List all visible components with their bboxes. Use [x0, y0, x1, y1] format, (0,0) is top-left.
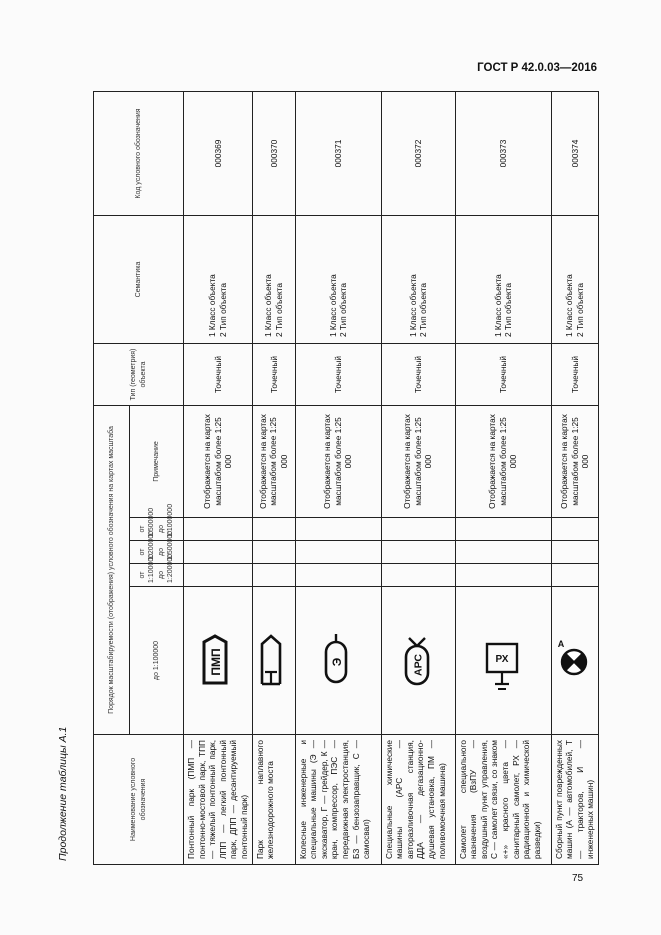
header-semantics: Семантика: [94, 215, 184, 343]
standard-code: ГОСТ Р 42.0.03—2016: [477, 62, 597, 74]
cell-scale-2: [551, 564, 598, 587]
row-semantics: [295, 215, 381, 343]
collection-point-label: А: [558, 639, 565, 650]
semantics-line-1: 1 Класс объекта: [327, 274, 338, 337]
header-scale-2: от 1:100000 до 1:200000: [130, 564, 184, 587]
row-note: Отображается на картах масштабом более 1:25 000: [184, 405, 253, 517]
semantics-line-2: 2 Тип объекта: [273, 282, 284, 337]
header-scale-3: от 1:200000 до 1:500000: [130, 541, 184, 564]
cell-scale-2: [295, 564, 381, 587]
row-note: Отображается на картах масштабом более 1:25 000: [381, 405, 455, 517]
row-name: Специальные химические машины (АРС — авторазливочная станция, ДДА — дегазационно-душевая установка, ПМ — поливомоечная машина): [381, 735, 455, 865]
table-row: [551, 91, 598, 864]
row-note: Отображается на картах масштабом более 1:25 000: [455, 405, 551, 517]
special-aircraft-icon: [473, 629, 529, 693]
row-code: 000371: [295, 91, 381, 215]
row-semantics: [551, 215, 598, 343]
special-aircraft-label: РХ: [495, 654, 509, 666]
chemical-vehicle-label: АРС: [412, 654, 425, 677]
row-note: Отображается на картах масштабом более 1:25 000: [551, 405, 598, 517]
cell-scale-3: [252, 541, 295, 564]
cell-scale-3: [295, 541, 381, 564]
row-geometry: Точечный: [295, 343, 381, 405]
table-caption: Продолжение таблицы А.1: [57, 726, 69, 861]
cell-scale-2: [381, 564, 455, 587]
row-name: Самолет специального назначения (ВзПУ — воздушный пункт управления, С — самолет связи, со знаком «+» красного цвета — санитарный самолет, РХ — радиационной и химической разведки): [455, 735, 551, 865]
row-geometry: Точечный: [455, 343, 551, 405]
table-row: [252, 91, 295, 864]
cell-scale-4: [455, 518, 551, 541]
header-name: Наименование условного обозначения: [94, 735, 184, 865]
row-semantics: [252, 215, 295, 343]
row-symbol: [381, 587, 455, 735]
row-geometry: Точечный: [184, 343, 253, 405]
cell-scale-3: [455, 541, 551, 564]
semantics-line-1: 1 Класс объекта: [407, 274, 418, 337]
cell-scale-2: [455, 564, 551, 587]
header-code: Код условного обозначения: [94, 91, 184, 215]
semantics-line-2: 2 Тип объекта: [418, 282, 429, 337]
header-scale-group: Порядок масштабируемости (отображения) условного обозначения на картах масштаба: [94, 405, 130, 734]
cell-scale-3: [551, 541, 598, 564]
cell-scale-4: [381, 518, 455, 541]
row-symbol: [455, 587, 551, 735]
row-code: 000374: [551, 91, 598, 215]
row-note: Отображается на картах масштабом более 1:25 000: [295, 405, 381, 517]
header-geometry: Тип (геометрия) объекта: [94, 343, 184, 405]
semantics-line-2: 2 Тип объекта: [217, 282, 228, 337]
symbols-table: [93, 91, 599, 865]
row-semantics: [381, 215, 455, 343]
railway-pontoon-bridge-icon: [253, 633, 289, 689]
semantics-line-1: 1 Класс объекта: [492, 274, 503, 337]
row-geometry: Точечный: [252, 343, 295, 405]
wheeled-engineering-vehicle-icon: [316, 633, 356, 689]
semantics-line-2: 2 Тип объекта: [338, 282, 349, 337]
row-name: Сборный пункт поврежденных машин (А — автомобилей, Т — тракторов, И — инженерных машин): [551, 735, 598, 865]
damaged-vehicles-collection-point-icon: [554, 631, 590, 691]
row-code: 000370: [252, 91, 295, 215]
semantics-line-1: 1 Класс объекта: [207, 274, 218, 337]
cell-scale-3: [184, 541, 253, 564]
cell-scale-2: [252, 564, 295, 587]
table-row: [455, 91, 551, 864]
cell-scale-4: [295, 518, 381, 541]
chemical-vehicle-icon: [394, 631, 438, 691]
row-geometry: Точечный: [381, 343, 455, 405]
row-symbol: [184, 587, 253, 735]
semantics-line-1: 1 Класс объекта: [564, 274, 575, 337]
row-symbol: [551, 587, 598, 735]
cell-scale-4: [252, 518, 295, 541]
cell-scale-2: [184, 564, 253, 587]
row-symbol: [252, 587, 295, 735]
pontoon-park-label: ПМП: [209, 648, 224, 677]
header-scale-4: от 1:500000 до 1:1000000: [130, 518, 184, 541]
cell-scale-4: [551, 518, 598, 541]
row-name: Парк наплавного железнодорожного моста: [252, 735, 295, 865]
cell-scale-4: [184, 518, 253, 541]
row-code: 000369: [184, 91, 253, 215]
page-number: 75: [572, 873, 584, 884]
cell-scale-3: [381, 541, 455, 564]
row-geometry: Точечный: [551, 343, 598, 405]
semantics-line-2: 2 Тип объекта: [574, 282, 585, 337]
header-note: Примечание: [130, 405, 184, 517]
row-name: Колесные инженерные и специальные машины (Э — экскаватор, Г — грейдер, К — кран, компрессор, ПЭС — передвижная электростанция, БЗ — бензозаправщик, С — самосвал): [295, 735, 381, 865]
table-row: [381, 91, 455, 864]
row-symbol: [295, 587, 381, 735]
semantics-line-2: 2 Тип объекта: [503, 282, 514, 337]
table-row: [184, 91, 253, 864]
rotated-frame: [55, 25, 615, 865]
header-scale-1: до 1:100000: [130, 587, 184, 735]
row-name: Понтонный парк (ПМП — понтонно-мостовой парк, ТПП — тяжелый понтонный парк, ЛПП — легкий понтонный парк, ДПП — десантируемый понтонный парк): [184, 735, 253, 865]
row-note: Отображается на картах масштабом более 1:25 000: [252, 405, 295, 517]
row-code: 000373: [455, 91, 551, 215]
wheeled-vehicle-label: Э: [329, 658, 344, 667]
semantics-line-1: 1 Класс объекта: [263, 274, 274, 337]
row-semantics: [184, 215, 253, 343]
row-code: 000372: [381, 91, 455, 215]
pontoon-park-icon: [195, 633, 235, 689]
table-row: [295, 91, 381, 864]
row-semantics: [455, 215, 551, 343]
